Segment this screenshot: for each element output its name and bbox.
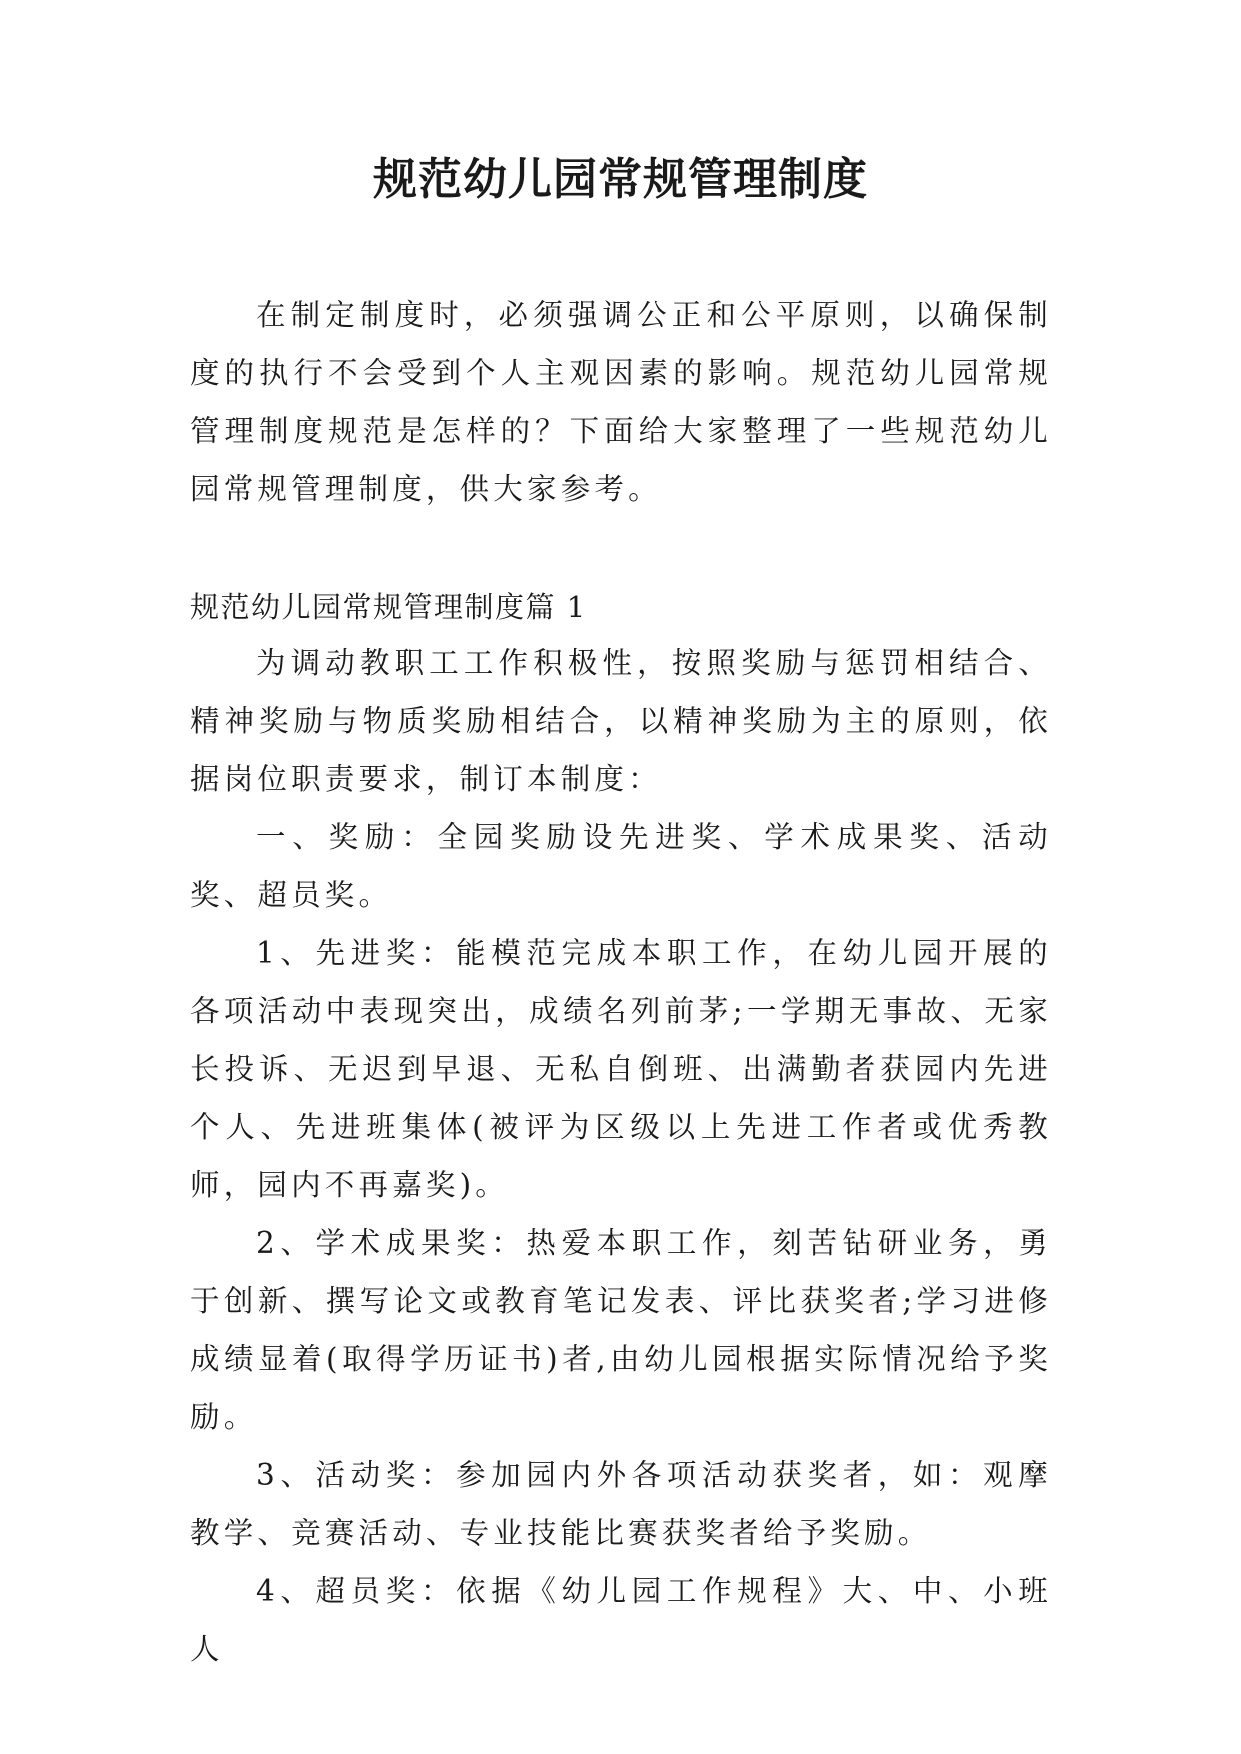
- paragraph-activity-award: 3、活动奖：参加园内外各项活动获奖者，如：观摩教学、竞赛活动、专业技能比赛获奖者给予奖励。: [190, 1458, 1052, 1550]
- paragraph-rewards-overview: 一、奖励：全园奖励设先进奖、学术成果奖、活动奖、超员奖。: [190, 820, 1052, 912]
- document-title: 规范幼儿园常规管理制度: [373, 154, 868, 205]
- paragraph-overstaff-award: 4、超员奖：依据《幼儿园工作规程》大、中、小班人: [190, 1574, 1052, 1666]
- intro-paragraph: 在制定制度时，必须强调公正和公平原则，以确保制度的执行不会受到个人主观因素的影响。规范幼儿园常规管理制度规范是怎样的？下面给大家整理了一些规范幼儿园常规管理制度，供大家参考。: [190, 298, 1052, 506]
- paragraph-academic-award: 2、学术成果奖：热爱本职工作，刻苦钻研业务，勇于创新、撰写论文或教育笔记发表、评比获奖者;学习进修成绩显着(取得学历证书)者,由幼儿园根据实际情况给予奖励。: [190, 1226, 1052, 1434]
- section-content: [190, 634, 1052, 1678]
- paragraph-purpose: 为调动教职工工作积极性，按照奖励与惩罚相结合、精神奖励与物质奖励相结合，以精神奖励为主的原则，依据岗位职责要求，制订本制度：: [190, 646, 1052, 796]
- paragraph-advanced-award: 1、先进奖：能模范完成本职工作，在幼儿园开展的各项活动中表现突出，成绩名列前茅;一学期无事故、无家长投诉、无迟到早退、无私自倒班、出满勤者获园内先进个人、先进班集体(被评为区级以上先进工作者或优秀教师，园内不再嘉奖)。: [190, 936, 1052, 1202]
- section-heading: 规范幼儿园常规管理制度篇 1: [190, 590, 587, 624]
